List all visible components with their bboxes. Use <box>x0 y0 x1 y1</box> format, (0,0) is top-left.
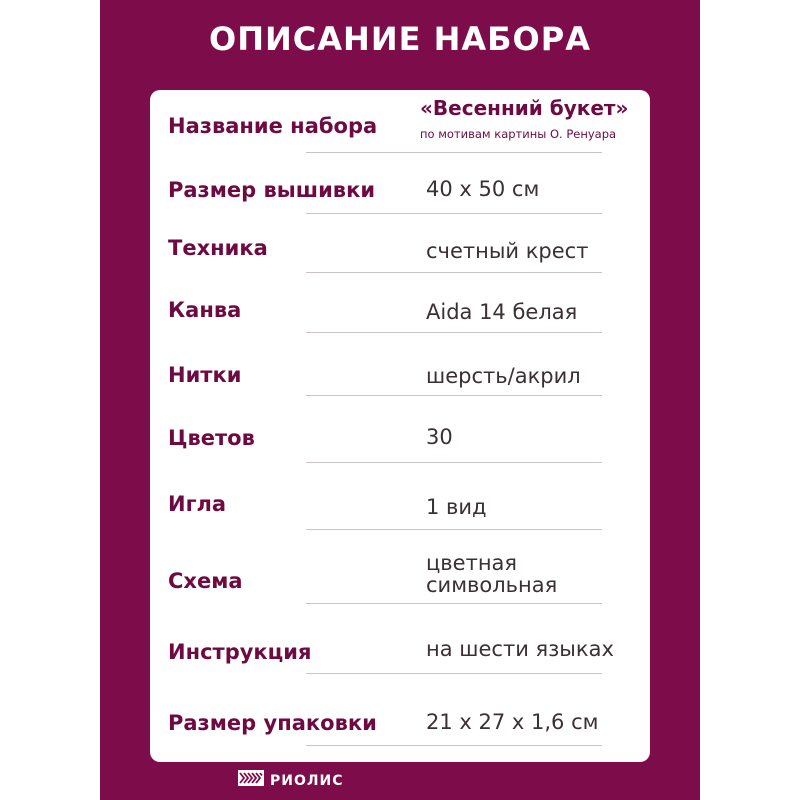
spec-value: 40 х 50 см <box>426 177 540 201</box>
spec-label: Размер вышивки <box>168 178 376 202</box>
row-divider <box>306 332 602 333</box>
spec-label-kit-name: Название набора <box>168 114 378 138</box>
spec-label: Техника <box>168 236 268 260</box>
row-divider <box>306 395 602 396</box>
kit-subtitle: по мотивам картины О. Ренуара <box>420 127 617 141</box>
spec-value: шерсть/акрил <box>426 364 581 388</box>
spec-label: Инструкция <box>168 640 312 664</box>
brand-name: РИОЛИС <box>270 772 344 789</box>
spec-label: Схема <box>168 569 243 593</box>
spec-label: Цветов <box>168 426 255 450</box>
row-divider <box>306 529 602 530</box>
brand-banner <box>100 0 700 800</box>
row-divider <box>306 152 602 153</box>
brand-footer <box>238 770 344 791</box>
row-divider <box>306 673 602 674</box>
page-title: ОПИСАНИЕ НАБОРА <box>209 20 591 58</box>
spec-label: Нитки <box>168 363 242 387</box>
spec-value: цветная <box>426 551 518 575</box>
spec-card <box>150 90 650 762</box>
row-divider <box>306 213 602 214</box>
riolis-logo-icon <box>238 770 264 791</box>
row-divider <box>306 603 602 604</box>
spec-value: Aida 14 белая <box>426 300 578 324</box>
row-divider <box>306 462 602 463</box>
spec-label: Размер упаковки <box>168 711 377 735</box>
spec-label: Канва <box>168 298 242 322</box>
row-divider <box>306 745 602 746</box>
kit-title: «Весенний букет» <box>420 96 629 120</box>
spec-value-line2: символьная <box>426 573 558 597</box>
spec-value: 21 х 27 х 1,6 см <box>426 710 599 734</box>
spec-value: счетный крест <box>426 239 589 263</box>
row-divider <box>306 272 602 273</box>
spec-value: 30 <box>426 425 453 449</box>
spec-value: 1 вид <box>426 495 487 519</box>
spec-label: Игла <box>168 492 227 516</box>
spec-value: на шести языках <box>426 637 614 661</box>
